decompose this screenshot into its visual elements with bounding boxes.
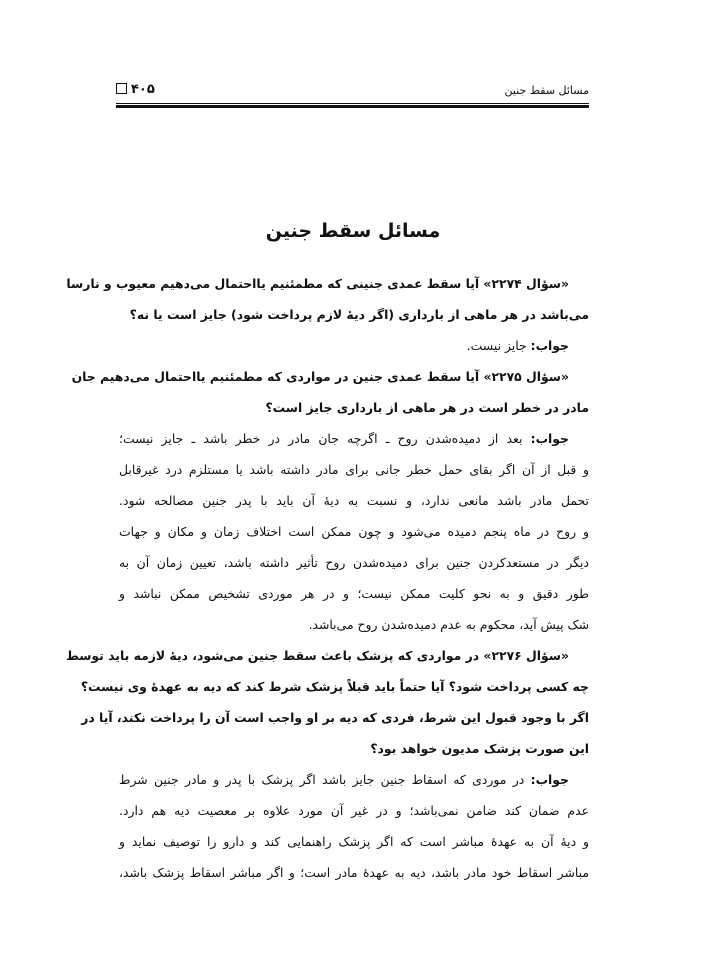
question-2275-line: مادر در خطر است در هر ماهی از بارداری جایز است؟ [265,400,589,415]
answer-2276-line: عدم ضمان کند ضامن نمی‌باشد؛ و در غیر آن مورد علاوه بر معصیت دیه هم دارد. [119,803,589,818]
chapter-title: مسائل سقط جنین [265,220,441,242]
page-number-text: ۴۰۵ [131,82,155,97]
answer-2275-line: و قبل از آن اگر بقای حمل خطر جانی برای مادر داشته باشد یا مستلزم درد غیرقابل [119,462,589,477]
answer-2275-line: طور دقیق و به نحو کلیت ممکن نیست؛ و در هر موردی تشخیص ممکن نباشد و [119,586,589,601]
question-2276-line: اگر با وجود قبول این شرط، فردی که دیه بر او واجب است آن را پرداخت نکند، آیا در [81,710,589,725]
page-body [65,268,589,888]
answer-text: در موردی که اسقاط جنین جایز باشد اگر پزشک با پدر و مادر جنین شرط [119,772,525,787]
answer-2276-line [119,764,589,795]
answer-2276-line: مباشر اسقاط خود مادر باشد، دیه به عهدهٔ مادر است؛ و اگر مباشر اسقاط پزشک باشد، [119,865,589,880]
header-rule [116,103,589,108]
question-2275-line: «سؤال ۲۲۷۵» آیا سقط عمدی جنین در مواردی که مطمئنیم یااحتمال می‌دهیم جان [71,369,569,384]
question-2276-line: این صورت پزشک مدیون خواهد بود؟ [370,741,589,756]
question-2274-line: می‌باشد در هر ماهی از بارداری (اگر دیهٔ لازم پرداخت شود) جایز است یا نه؟ [129,307,589,322]
answer-text: بعد از دمیده‌شدن روح ـ اگرچه جان مادر در خطر باشد ـ جایز نیست؛ [119,431,523,446]
answer-2274 [119,330,589,361]
answer-2275-line: و روح در ماه پنجم دمیده می‌شود و چون ممکن است اختلاف زمان و مکان و جهات [119,524,589,539]
answer-text: جایز نیست. [466,338,527,353]
page-header [116,80,589,102]
question-2276-line: چه کسی پرداخت شود؟ آیا حتماً باید قبلاً پزشک شرط کند که دیه به عهدهٔ وی نیست؟ [80,679,589,694]
answer-2275-line: دیگر در مستعدکردن جنین برای دمیده‌شدن روح تأثیر داشته باشد، تعیین زمان آن به [119,555,589,570]
answer-2275-line: تحمل مادر باشد مانعی ندارد، و نسبت به دیهٔ آن باید با پدر جنین مصالحه شود. [119,493,589,508]
page-number [116,82,155,97]
answer-2275-line [119,423,589,454]
running-title: مسائل سقط جنین [504,84,589,97]
question-2274-line: «سؤال ۲۲۷۴» آیا سقط عمدی جنینی که مطمئنیم یااحتمال می‌دهیم معیوب و نارسا [66,276,569,291]
answer-2275-line: شک پیش آید، محکوم به عدم دمیده‌شدن روح می‌باشد. [308,617,589,632]
square-icon [116,83,127,94]
answer-label: جواب: [530,772,569,787]
question-2276-line: «سؤال ۲۲۷۶» در مواردی که پزشک باعث سقط جنین می‌شود، دیهٔ لازمه باید توسط [65,648,569,663]
answer-label: جواب: [530,431,569,446]
answer-label: جواب: [530,338,569,353]
answer-2276-line: و دیهٔ آن به عهدهٔ مباشر است که اگر پزشک راهنمایی کند و دارو را توصیف نماید و [119,834,589,849]
